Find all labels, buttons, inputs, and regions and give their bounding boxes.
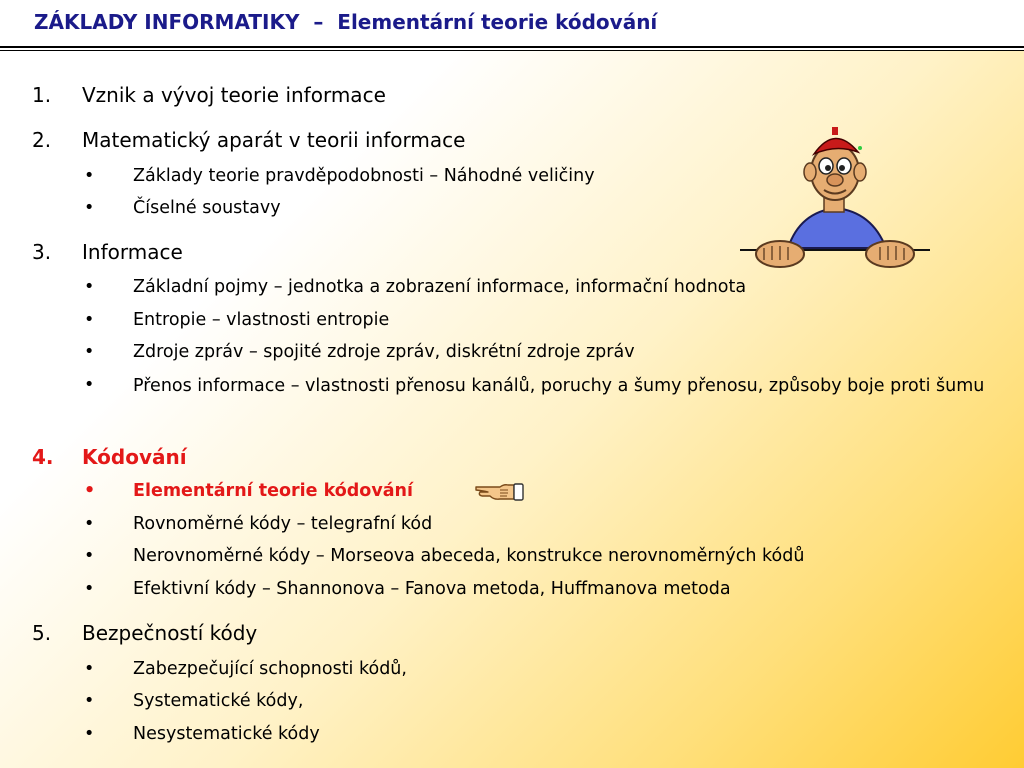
bullet: •	[84, 310, 95, 330]
list-item-text: Elementární teorie kódování	[133, 481, 413, 501]
list-item-text: Nerovnoměrné kódy – Morseova abeceda, konstrukce nerovnoměrných kódů	[133, 546, 805, 566]
section-title: Bezpečností kódy	[82, 621, 258, 645]
bullet: •	[84, 514, 95, 534]
bullet: •	[84, 691, 95, 711]
list-item-text: Přenos informace – vlastnosti přenosu kanálů, poruchy a šumy přenosu, způsoby boje proti šumu	[133, 376, 985, 396]
section-title: Matematický aparát v teorii informace	[82, 128, 466, 152]
section-number: 2.	[32, 128, 52, 152]
bullet: •	[84, 579, 95, 599]
section-number: 1.	[32, 83, 52, 107]
list-item-text: Systematické kódy,	[133, 691, 304, 711]
slide-header	[0, 0, 1024, 50]
section-title: Informace	[82, 240, 183, 264]
title-divider	[0, 46, 1024, 51]
list-item-text: Rovnoměrné kódy – telegrafní kód	[133, 514, 433, 534]
bullet: •	[84, 277, 95, 297]
bullet: •	[84, 659, 95, 679]
bullet: •	[84, 546, 95, 566]
section-number: 5.	[32, 621, 52, 645]
list-item-text: Zdroje zpráv – spojité zdroje zpráv, diskrétní zdroje zpráv	[133, 342, 635, 362]
list-item-text: Základy teorie pravděpodobnosti – Náhodné veličiny	[133, 166, 595, 186]
list-item-text: Nesystematické kódy	[133, 724, 320, 744]
bullet: •	[84, 724, 95, 744]
cartoon-man-peeking-icon	[740, 120, 930, 275]
bullet: •	[84, 342, 95, 362]
pointing-hand-icon	[474, 478, 526, 504]
list-item-text: Efektivní kódy – Shannonova – Fanova metoda, Huffmanova metoda	[133, 579, 731, 599]
bullet: •	[84, 481, 96, 501]
section-number: 4.	[32, 445, 54, 469]
slide-title: ZÁKLADY INFORMATIKY – Elementární teorie kódování	[34, 10, 658, 34]
bullet: •	[84, 198, 95, 218]
section-title: Kódování	[82, 445, 187, 469]
bullet: •	[84, 375, 95, 395]
list-item-text: Entropie – vlastnosti entropie	[133, 310, 390, 330]
list-item-text: Zabezpečující schopnosti kódů,	[133, 659, 407, 679]
section-title: Vznik a vývoj teorie informace	[82, 83, 386, 107]
bullet: •	[84, 166, 95, 186]
list-item-text: Číselné soustavy	[133, 198, 281, 218]
section-number: 3.	[32, 240, 52, 264]
list-item-text: Základní pojmy – jednotka a zobrazení informace, informační hodnota	[133, 277, 747, 297]
